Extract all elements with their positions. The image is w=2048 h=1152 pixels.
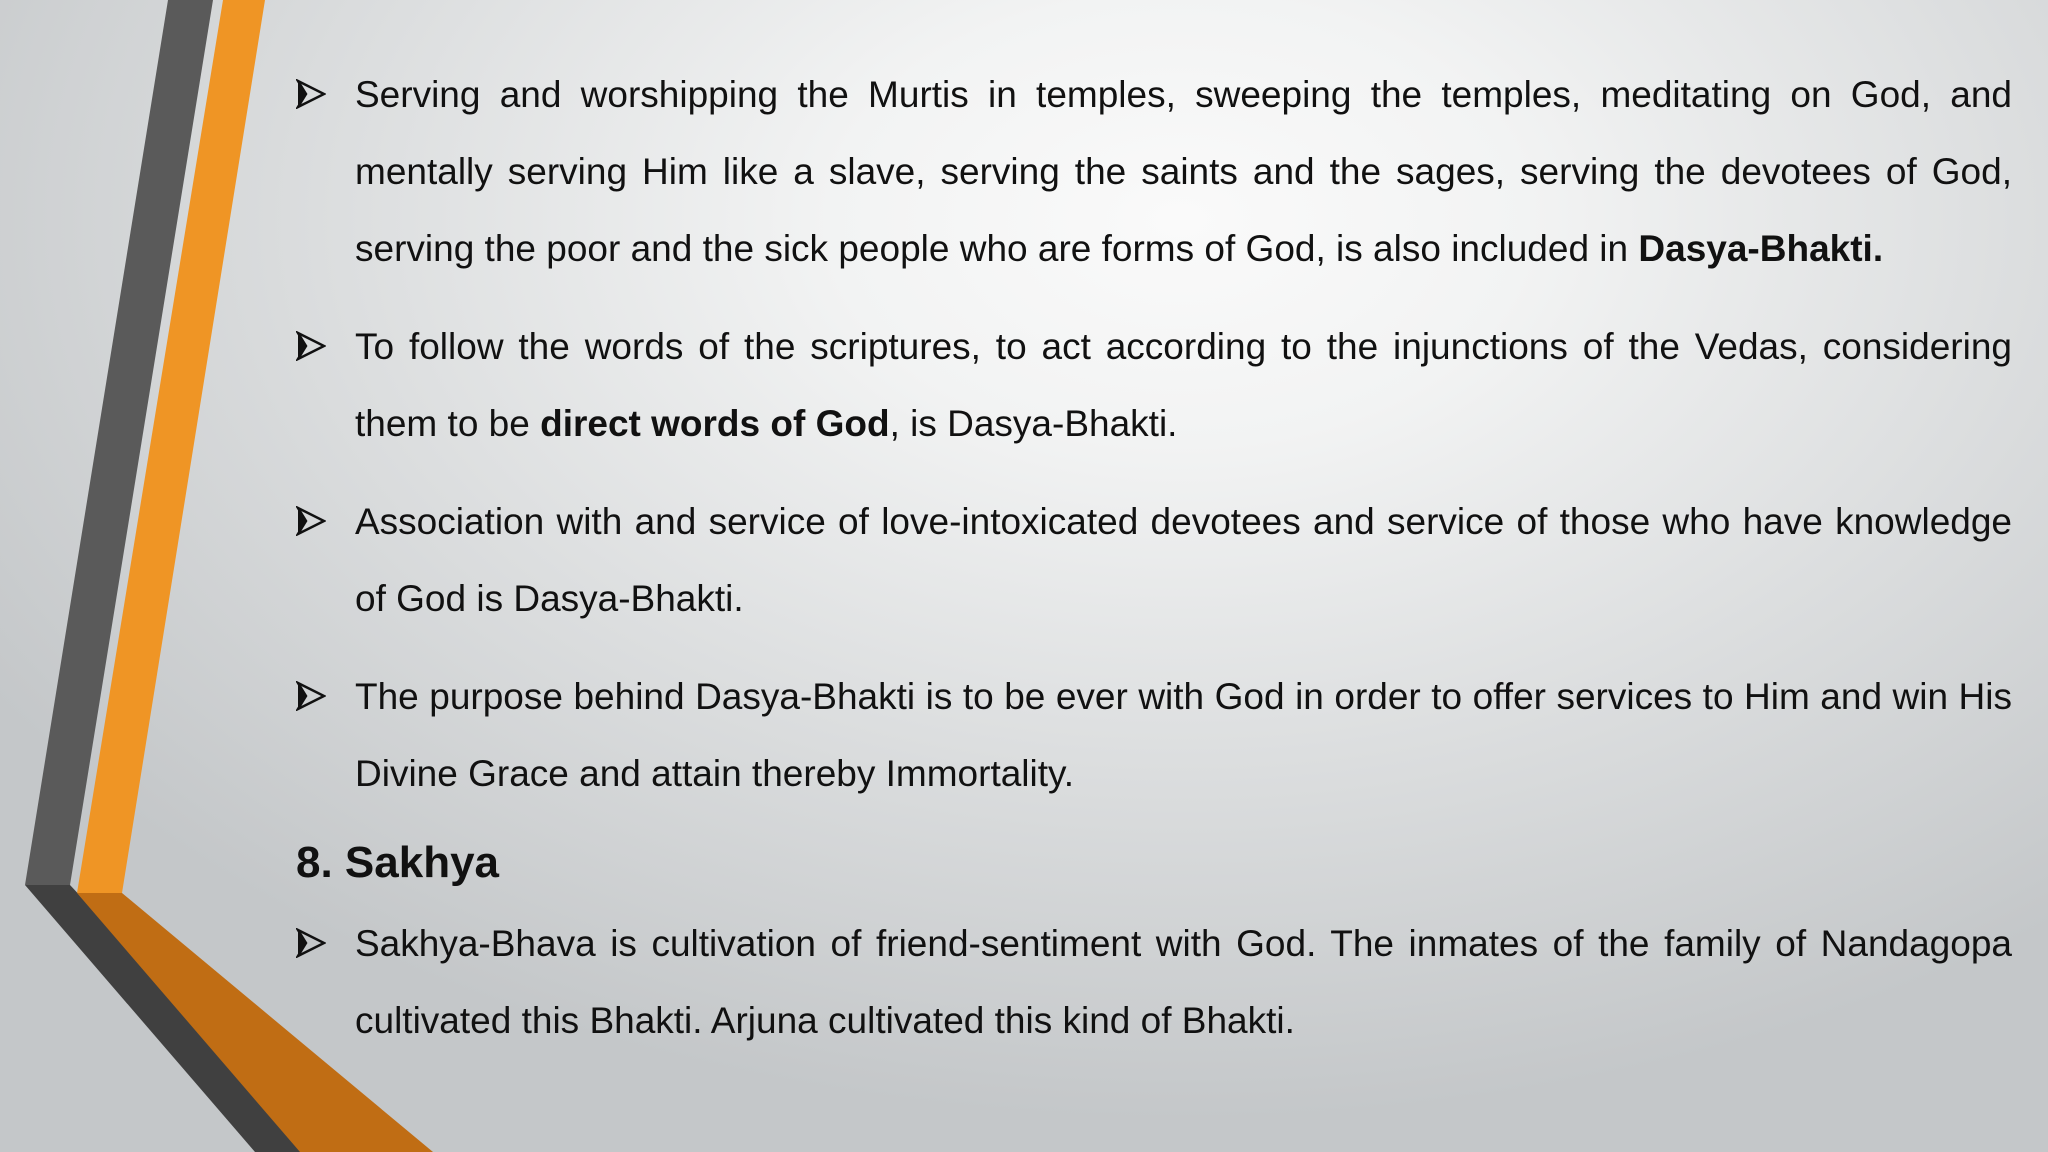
- arrowhead-bullet-icon: [296, 308, 330, 385]
- bullet-text: Sakhya-Bhava is cultivation of friend-sentiment with God. The inmates of the family of Nandagopa cultivated this Bhakti. Arjuna cultivated this kind of Bhakti.: [355, 923, 2012, 1041]
- arrowhead-bullet-icon: [296, 56, 330, 133]
- section-bullet-list: [296, 905, 2012, 1059]
- arrowhead-bullet-icon: [296, 905, 330, 982]
- bullet-text: To follow the words of the scriptures, to act according to the injunctions of the Vedas, considering them to be: [355, 326, 2012, 444]
- arrowhead-bullet-icon: [296, 658, 330, 735]
- slide-content: [296, 56, 2012, 1080]
- bullet-list: [296, 56, 2012, 812]
- bullet-text: Association with and service of love-intoxicated devotees and service of those who have knowledge of God is Dasya-Bhakti.: [355, 501, 2012, 619]
- bullet-emphasis: Dasya-Bhakti.: [1638, 228, 1884, 269]
- bullet-text: Serving and worshipping the Murtis in temples, sweeping the temples, meditating on God, and mentally serving Him like a slave, serving the saints and the sages, serving the devotees of God, serving the poor and the sick people who are forms of God, is also included in: [355, 74, 2012, 269]
- bullet-item: [296, 658, 2012, 812]
- section-heading: 8. Sakhya: [296, 838, 500, 887]
- bullet-emphasis: direct words of God: [540, 403, 890, 444]
- bullet-text-after: , is Dasya-Bhakti.: [889, 403, 1178, 444]
- arrowhead-bullet-icon: [296, 483, 330, 560]
- bullet-item: [296, 56, 2012, 287]
- bullet-item: [296, 308, 2012, 462]
- bullet-item: [296, 905, 2012, 1059]
- bullet-item: [296, 483, 2012, 637]
- bullet-text: The purpose behind Dasya-Bhakti is to be ever with God in order to offer services to Him and win His Divine Grace and attain thereby Immortality.: [355, 676, 2012, 794]
